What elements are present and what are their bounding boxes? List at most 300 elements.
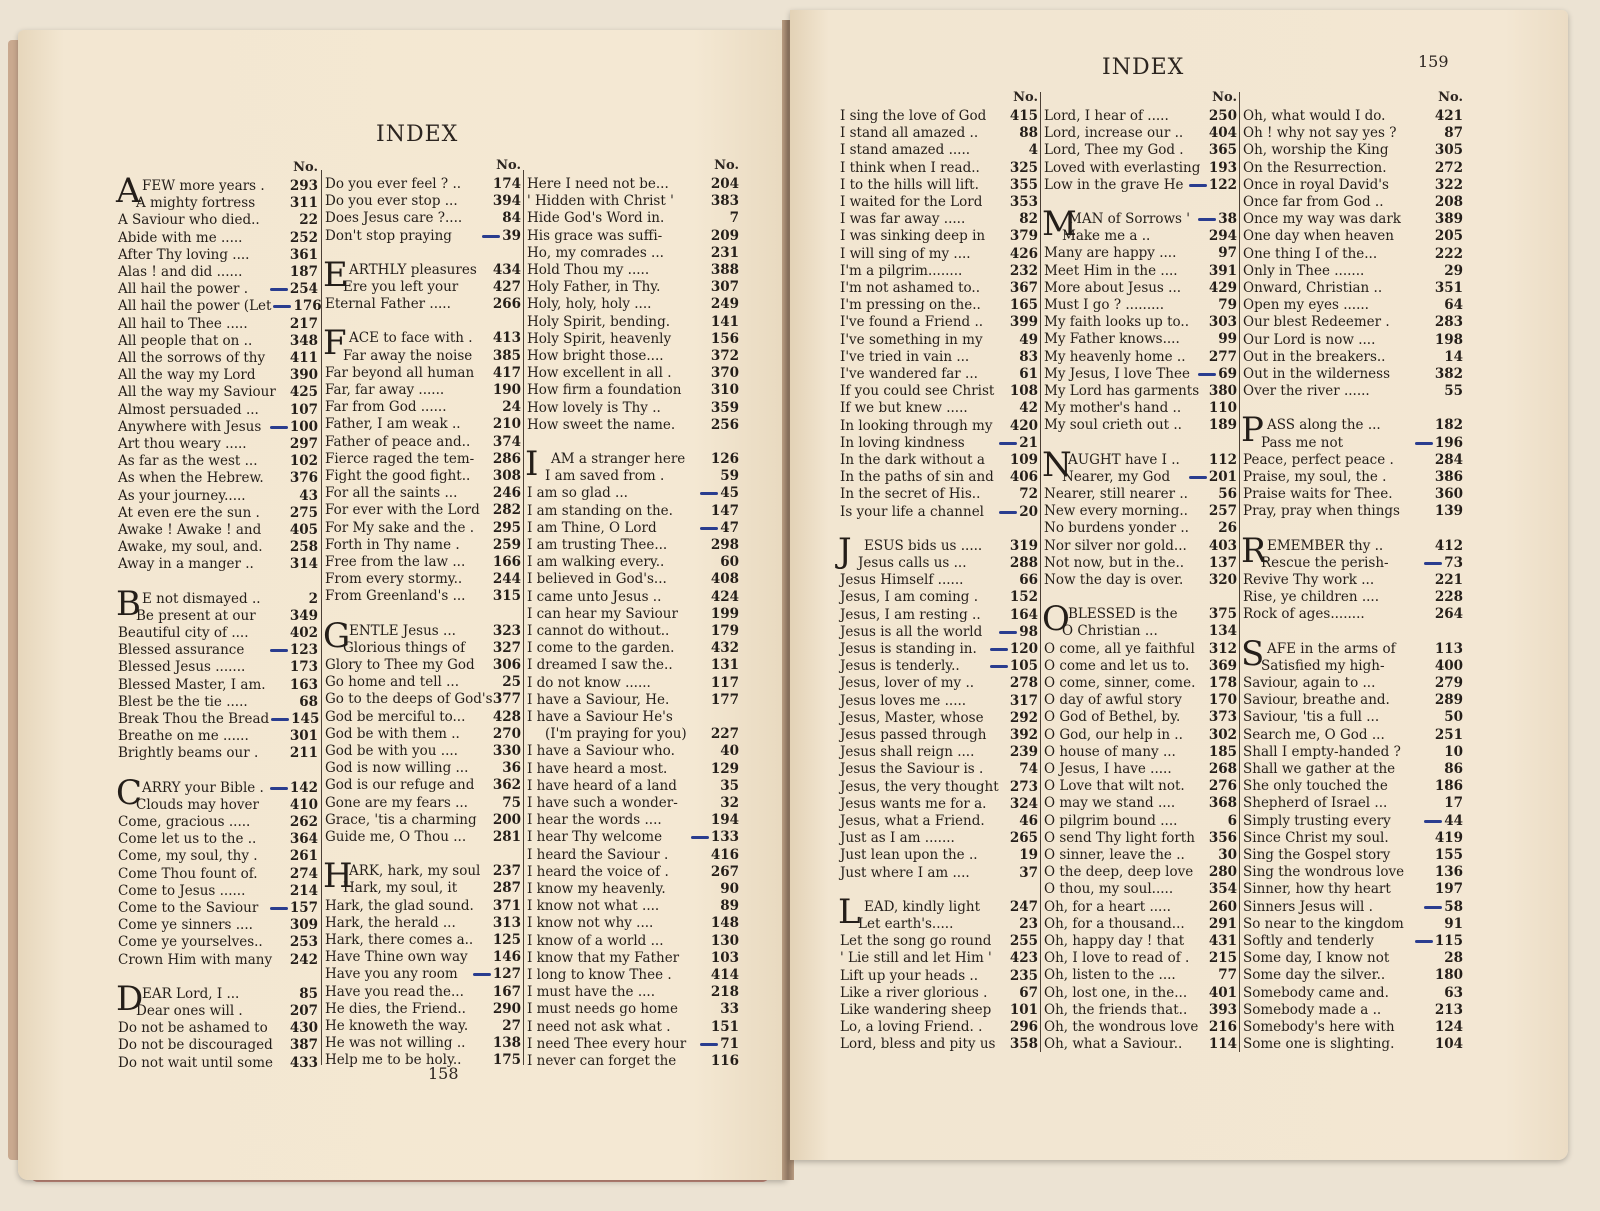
hymn-number: 137: [1208, 554, 1237, 571]
hymn-number: 26: [1218, 520, 1237, 537]
index-entry: [1044, 761, 1237, 778]
hymn-number: 353: [1009, 194, 1038, 210]
hymn-title: I come to the garden.: [527, 640, 675, 657]
hymn-number: 55: [1444, 383, 1463, 400]
hymn-number: 71: [720, 1035, 739, 1052]
hymn-title: Holy Spirit, bending.: [527, 313, 671, 330]
index-entry: [527, 1019, 739, 1036]
hymn-number: 310: [710, 382, 739, 399]
hymn-title: I was sinking deep in: [840, 228, 986, 245]
hymn-number: 215: [1208, 950, 1237, 967]
hymn-title: I waited for the Lord: [840, 194, 983, 210]
hymn-title: I must have the ....: [527, 984, 655, 1001]
hymn-number: 163: [289, 676, 318, 693]
hymn-title: Far from God ......: [325, 399, 447, 416]
hymn-number: 259: [492, 536, 521, 553]
index-entry: [840, 830, 1038, 847]
hymn-title: Like a river glorious .: [840, 984, 988, 1001]
hymn-title: I never can forget the: [527, 1053, 677, 1069]
hymn-number: 24: [502, 399, 521, 416]
hymn-number: 287: [492, 880, 521, 897]
index-entry: [527, 468, 739, 485]
hymn-title: Many are happy ....: [1044, 245, 1177, 262]
hymn-number: 308: [492, 468, 521, 484]
hymn-number: 268: [1208, 761, 1237, 777]
hymn-title: Go to the deeps of God's: [325, 691, 493, 708]
hymn-title: I came unto Jesus ..: [527, 588, 662, 605]
hymn-number: 399: [1009, 314, 1038, 331]
hymn-title: Far away the noise: [343, 347, 473, 364]
index-entry: [840, 779, 1038, 796]
index-entry: [1243, 1019, 1463, 1036]
hymn-number: 424: [710, 588, 739, 605]
index-entry: [1243, 813, 1463, 830]
hymn-title: Some one is slighting.: [1243, 1036, 1395, 1053]
hymn-title: Over the river ......: [1243, 383, 1370, 400]
hymn-title: Rise, ye children ....: [1243, 589, 1380, 606]
hymn-number: 383: [710, 193, 739, 210]
hymn-title: Saviour, 'tis a full ...: [1243, 709, 1380, 726]
index-entry: [1044, 108, 1237, 125]
hymn-number: 355: [1009, 176, 1038, 193]
index-entry: [1243, 452, 1463, 469]
hymn-number: 392: [1009, 727, 1038, 743]
hymn-title: I'm a pilgrim........: [840, 262, 963, 279]
hymn-title: Somebody's here with: [1243, 1019, 1395, 1035]
hymn-title: Have Thine own way: [325, 949, 468, 966]
index-entry: [840, 418, 1038, 435]
hymn-number: 270: [492, 725, 521, 742]
index-entry: [118, 711, 318, 728]
index-entry: [1243, 177, 1463, 194]
number-column-header: No.: [714, 158, 739, 173]
hymn-title: Just lean upon the ..: [840, 847, 978, 864]
hymn-number: 286: [492, 450, 521, 467]
hymn-number: 408: [710, 571, 739, 588]
hymn-number: 102: [289, 453, 318, 470]
hymn-title: I do not know ......: [527, 674, 651, 691]
index-entry: [527, 503, 739, 520]
hymn-title: Simply trusting every: [1243, 812, 1391, 829]
index-entry: [840, 761, 1038, 778]
hymn-number: 298: [710, 537, 739, 553]
index-entry: [1044, 692, 1237, 709]
hymn-number: 275: [289, 504, 318, 521]
running-head: INDEX: [376, 122, 459, 147]
index-entry: [118, 488, 318, 505]
hymn-number: 289: [1434, 692, 1463, 709]
index-entry: [325, 640, 521, 657]
hymn-number: 288: [1009, 555, 1038, 571]
hymn-number: 103: [710, 949, 739, 966]
hymn-title: Peace, perfect peace .: [1243, 451, 1394, 468]
index-entry: [527, 984, 739, 1001]
hymn-title: All the sorrows of thy: [118, 350, 266, 366]
index-entry: [1243, 332, 1463, 349]
hymn-title: I must needs go home: [527, 1001, 678, 1018]
hymn-title: Lift up your heads ..: [840, 967, 978, 984]
hymn-number: 412: [1434, 537, 1463, 554]
hymn-title: I am standing on the.: [527, 502, 673, 519]
hymn-number: 277: [1208, 348, 1237, 365]
index-entry: [840, 968, 1038, 985]
hymn-title: Nor silver nor gold...: [1044, 537, 1187, 554]
hymn-title: I am walking every..: [527, 554, 665, 571]
index-entry: [1044, 864, 1237, 881]
index-entry: [325, 382, 521, 399]
hymn-number: 410: [289, 796, 318, 813]
hymn-title: Just as I am .......: [840, 830, 955, 847]
hymn-title: O Christian ...: [1062, 623, 1158, 640]
index-entry: [1243, 709, 1463, 726]
hymn-title: FEW more years .: [142, 178, 265, 194]
hymn-title: Jesus passed through: [840, 727, 987, 743]
index-entry: [1243, 744, 1463, 761]
hymn-number: 415: [1009, 108, 1038, 124]
index-entry: [1044, 813, 1237, 830]
hymn-title: Nearer, still nearer ..: [1044, 486, 1188, 502]
hymn-number: 164: [1009, 606, 1038, 623]
hymn-title: Come, my soul, thy .: [118, 848, 258, 865]
hymn-number: 170: [1208, 692, 1237, 709]
index-entry: [527, 417, 739, 434]
index-entry: [325, 210, 521, 227]
hymn-title: EAR Lord, I ...: [142, 985, 240, 1002]
hymn-number: 126: [710, 451, 739, 467]
index-entry: [840, 177, 1038, 194]
number-column-header: No.: [1212, 90, 1237, 105]
hymn-number: 29: [1444, 262, 1463, 279]
hymn-number: 157: [289, 900, 318, 916]
index-entry: [118, 745, 318, 762]
hymn-title: Oh, I love to read of .: [1044, 950, 1190, 967]
index-entry: [325, 674, 521, 691]
index-entry: [118, 402, 318, 419]
index-entry: [527, 933, 739, 950]
index-entry: [325, 880, 521, 897]
hymn-number: 379: [1009, 228, 1038, 245]
hymn-title: From every stormy..: [325, 571, 463, 588]
hymn-number: 86: [1444, 761, 1463, 777]
hymn-title: Not now, but in the..: [1044, 554, 1185, 571]
hymn-title: Come ye sinners ....: [118, 917, 253, 934]
index-entry: [527, 589, 739, 606]
hymn-number: 117: [710, 674, 739, 691]
index-entry: [325, 743, 521, 760]
index-entry: [325, 485, 521, 502]
hymn-title: Father, I am weak ..: [325, 416, 461, 433]
index-entry: [325, 468, 521, 485]
hymn-number: 314: [289, 556, 318, 573]
index-entry: [1044, 142, 1237, 159]
hymn-title: Onward, Christian ..: [1243, 280, 1383, 296]
hymn-title: Oh, happy day ! that: [1044, 933, 1185, 949]
hymn-number: 406: [1009, 469, 1038, 486]
index-entry: [118, 642, 318, 659]
hymn-title: Do not wait until some: [118, 1054, 274, 1071]
hymn-number: 315: [492, 588, 521, 605]
index-entry: [325, 279, 521, 296]
hymn-title: Jesus wants me for a.: [840, 795, 987, 812]
hymn-title: O God, our help in ..: [1044, 726, 1183, 743]
hymn-title: I think when I read..: [840, 159, 980, 176]
index-entry: [118, 298, 322, 315]
index-entry: [1044, 675, 1237, 692]
drop-cap-letter: C: [116, 772, 143, 813]
pen-mark-icon: [1198, 373, 1216, 376]
hymn-title: Break Thou the Bread: [118, 711, 270, 727]
hymn-number: 186: [1434, 778, 1463, 795]
hymn-number: 235: [1009, 967, 1038, 984]
hymn-title: I know of a world ...: [527, 932, 664, 949]
hymn-number: 367: [1009, 280, 1038, 296]
hymn-number: 237: [492, 863, 521, 880]
hymn-number: 104: [1434, 1036, 1463, 1053]
hymn-number: 39: [502, 227, 521, 244]
hymn-number: 390: [289, 367, 318, 384]
drop-cap-letter: S: [1241, 633, 1265, 674]
hymn-number: 292: [1009, 709, 1038, 726]
hymn-number: 136: [1434, 864, 1463, 881]
hymn-number: 213: [1434, 1001, 1463, 1018]
index-entry: [840, 572, 1038, 589]
hymn-number: 64: [1444, 297, 1463, 314]
hymn-title: Out in the breakers..: [1243, 348, 1386, 365]
column-rule: [1040, 92, 1041, 1052]
hymn-number: 187: [289, 264, 318, 280]
pen-mark-icon: [700, 527, 718, 530]
hymn-number: 227: [710, 726, 739, 743]
hymn-title: Holy, holy, holy ....: [527, 296, 652, 313]
hymn-number: 214: [289, 882, 318, 899]
hymn-number: 182: [1434, 417, 1463, 434]
index-entry: [1044, 503, 1237, 520]
hymn-number: 2: [308, 590, 318, 607]
hymn-title: In looking through my: [840, 417, 993, 434]
index-entry: [325, 691, 521, 708]
pen-mark-icon: [999, 442, 1017, 445]
index-entry: [840, 658, 1038, 675]
hymn-title: Fierce raged the tem-: [325, 450, 475, 467]
index-entry: [1243, 194, 1463, 211]
index-entry: [118, 384, 318, 401]
hymn-number: 368: [1208, 795, 1237, 812]
hymn-title: ESUS bids us .....: [864, 537, 983, 554]
hymn-title: My Jesus, I love Thee: [1044, 365, 1190, 382]
index-entry: [840, 675, 1038, 692]
hymn-number: 426: [1009, 245, 1038, 262]
hymn-title: E not dismayed ..: [142, 590, 261, 607]
index-entry: [1243, 383, 1463, 400]
hymn-number: 85: [299, 985, 318, 1002]
hymn-title: Jesus is all the world: [840, 623, 983, 640]
index-entry: [1243, 572, 1463, 589]
index-entry: [840, 847, 1038, 864]
hymn-title: Have you any room: [325, 966, 458, 983]
hymn-number: 145: [291, 711, 320, 727]
hymn-number: 429: [1208, 279, 1237, 296]
hymn-number: 369: [1208, 657, 1237, 674]
index-entry: [840, 383, 1038, 400]
hymn-number: 309: [289, 917, 318, 934]
hymn-number: 377: [492, 691, 521, 708]
index-entry: [840, 693, 1038, 710]
hymn-title: O Love that wilt not.: [1044, 778, 1185, 795]
index-entry: [840, 813, 1038, 830]
pen-mark-icon: [1424, 820, 1442, 823]
index-entry: [1243, 933, 1463, 950]
hymn-number: 222: [1434, 245, 1463, 262]
index-entry: [118, 453, 318, 470]
hymn-number: 351: [1434, 280, 1463, 296]
hymn-title: Make me a ..: [1062, 228, 1151, 245]
index-entry: [118, 814, 318, 831]
hymn-title: Sinner, how thy heart: [1243, 881, 1391, 898]
hymn-title: Hark, there comes a..: [325, 932, 474, 948]
hymn-number: 372: [710, 348, 739, 364]
hymn-number: 272: [1434, 159, 1463, 176]
hymn-title: Blessed Master, I am.: [118, 676, 266, 693]
hymn-number: 14: [1444, 348, 1463, 365]
hymn-title: I need not ask what .: [527, 1018, 671, 1035]
hymn-number: 83: [1019, 348, 1038, 365]
drop-cap-letter: J: [838, 530, 852, 571]
index-entry: [1044, 658, 1237, 675]
hymn-title: Eternal Father .....: [325, 296, 451, 313]
index-entry: [325, 1035, 521, 1052]
hymn-title: ENTLE Jesus ...: [349, 622, 456, 639]
hymn-title: Almost persuaded ...: [118, 401, 259, 418]
hymn-number: 66: [1019, 572, 1038, 589]
hymn-title: God be with them ..: [325, 725, 460, 742]
hymn-title: I have a Saviour who.: [527, 743, 675, 760]
hymn-title: Pray, pray when things: [1243, 503, 1400, 520]
hymn-number: 211: [289, 745, 318, 762]
hymn-number: 239: [1009, 744, 1038, 761]
hymn-title: Here I need not be...: [527, 176, 669, 192]
index-entry: [118, 419, 318, 436]
index-entry: [1243, 967, 1463, 984]
index-entry: [325, 1001, 521, 1018]
hymn-title: I've tried in vain ...: [840, 348, 970, 365]
hymn-title: Once far from God ..: [1243, 194, 1384, 210]
index-entry: [1243, 881, 1463, 898]
hymn-title: ARTHLY pleasures: [349, 261, 477, 278]
index-entry: [1243, 795, 1463, 812]
index-entry: [1044, 177, 1237, 194]
index-entry: [1044, 417, 1237, 434]
index-entry: [527, 829, 739, 846]
hymn-number: 302: [1208, 726, 1237, 743]
hymn-title: God is our refuge and: [325, 777, 475, 794]
index-entry: [118, 917, 318, 934]
drop-cap-letter: P: [1241, 410, 1264, 451]
index-entry: [325, 898, 521, 915]
hymn-number: 77: [1218, 967, 1237, 984]
index-entry: [325, 657, 521, 674]
hymn-title: I am trusting Thee...: [527, 537, 668, 553]
hymn-number: 312: [1208, 640, 1237, 657]
hymn-number: 293: [289, 178, 318, 194]
hymn-number: 257: [1208, 503, 1237, 520]
hymn-title: Do you ever feel ? ..: [325, 176, 462, 192]
hymn-number: 416: [710, 846, 739, 863]
hymn-number: 258: [289, 539, 318, 556]
index-entry: [325, 571, 521, 588]
hymn-number: 428: [492, 708, 521, 725]
index-entry: [118, 230, 318, 247]
hymn-title: Softly and tenderly: [1243, 933, 1374, 949]
hymn-title: All hail to Thee .....: [118, 315, 248, 332]
index-entry: [840, 349, 1038, 366]
hymn-title: Abide with me .....: [118, 229, 243, 246]
hymn-title: Oh, what would I do.: [1243, 108, 1386, 124]
hymn-number: 151: [710, 1018, 739, 1035]
hymn-number: 387: [289, 1037, 318, 1054]
index-entry: [325, 949, 521, 966]
index-entry: [1044, 967, 1237, 984]
index-entry: [325, 1018, 521, 1035]
pen-mark-icon: [473, 973, 491, 976]
hymn-number: 56: [1218, 486, 1237, 502]
hymn-number: 174: [492, 176, 521, 192]
index-entry: [118, 367, 318, 384]
index-entry: [118, 247, 318, 264]
hymn-number: 380: [1208, 383, 1237, 399]
index-entry: [527, 262, 739, 279]
hymn-title: I've found a Friend ..: [840, 314, 984, 331]
hymn-number: 356: [1208, 829, 1237, 846]
hymn-number: 276: [1208, 778, 1237, 795]
hymn-number: 205: [1434, 228, 1463, 245]
hymn-title: I have such a wonder-: [527, 795, 678, 811]
pen-mark-icon: [1415, 442, 1433, 445]
index-entry: [118, 1037, 318, 1054]
index-entry: [840, 366, 1038, 383]
hymn-title: Beautiful city of ....: [118, 625, 249, 641]
index-entry: [325, 176, 521, 193]
index-entry: [1044, 555, 1237, 572]
hymn-title: I have heard a most.: [527, 760, 668, 777]
index-entry: [840, 744, 1038, 761]
hymn-number: 364: [289, 831, 318, 848]
hymn-title: I am Thine, O Lord: [527, 519, 657, 536]
hymn-title: Jesus is standing in.: [840, 641, 977, 657]
hymn-title: Jesus is tenderly..: [840, 658, 960, 675]
hymn-title: Come let us to the ..: [118, 831, 257, 848]
hymn-title: O come and let us to.: [1044, 657, 1190, 674]
hymn-title: Do not be discouraged: [118, 1037, 273, 1054]
pen-mark-icon: [999, 631, 1017, 634]
hymn-number: 385: [492, 347, 521, 364]
hymn-number: 42: [1019, 400, 1038, 417]
hymn-number: 330: [492, 743, 521, 759]
hymn-number: 242: [289, 951, 318, 968]
index-entry: [527, 967, 739, 984]
hymn-title: I stand amazed .....: [840, 142, 971, 159]
index-entry: [1044, 383, 1237, 400]
hymn-title: Jesus, what a Friend.: [840, 813, 985, 829]
hymn-title: Somebody made a ..: [1243, 1001, 1382, 1018]
index-entry: [527, 675, 739, 692]
index-entry: [840, 624, 1038, 641]
index-entry: [1044, 572, 1237, 589]
index-entry: [840, 1036, 1038, 1053]
hymn-number: 358: [1009, 1036, 1038, 1053]
index-entry: [527, 296, 739, 313]
hymn-number: 282: [492, 502, 521, 519]
hymn-title: My heavenly home ..: [1044, 348, 1186, 365]
